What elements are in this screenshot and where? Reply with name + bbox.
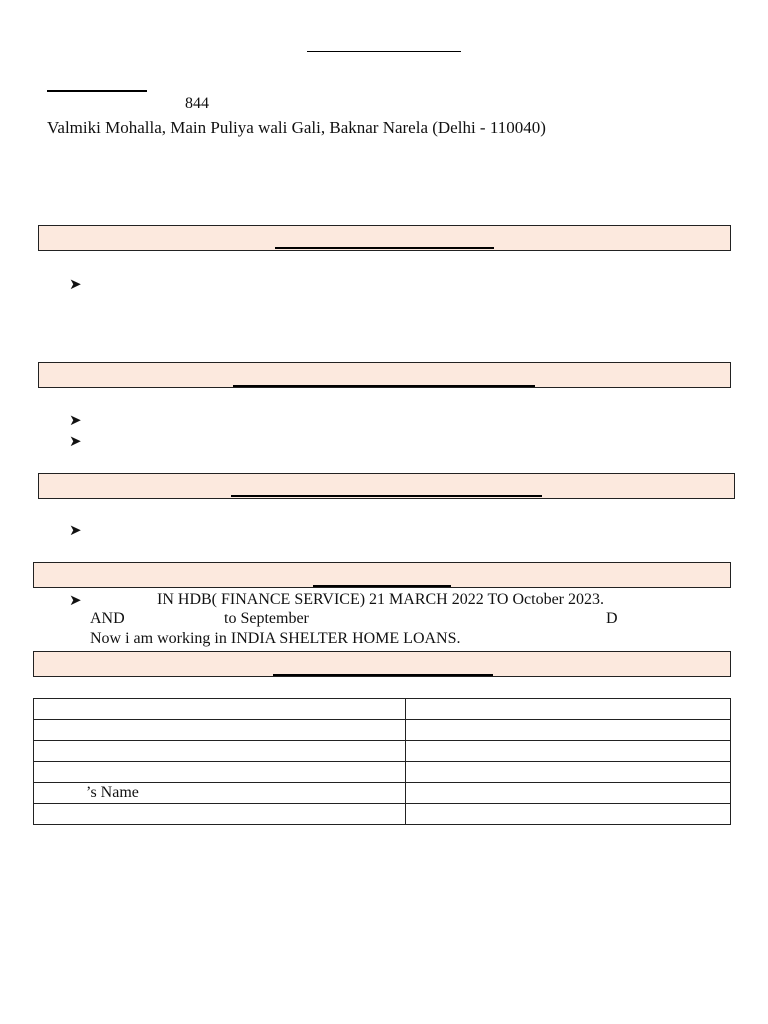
name-underline: [47, 90, 147, 92]
table-row: [34, 741, 731, 762]
table-row: [34, 804, 731, 825]
bullet-arrow-icon: ➤: [69, 413, 82, 429]
address-line: Valmiki Mohalla, Main Puliya wali Gali, Baknar Narela (Delhi - 110040): [47, 118, 546, 137]
section-header-4-underline: [313, 585, 451, 587]
title-underline: [307, 51, 461, 52]
table-cell-label: [34, 804, 406, 825]
section-header-1-underline: [275, 247, 494, 249]
table-cell-label: [34, 699, 406, 720]
personal-details-table: [33, 698, 731, 825]
bullet-arrow-icon: ➤: [69, 593, 82, 609]
bullet-arrow-icon: ➤: [69, 523, 82, 539]
section-header-5-underline: [273, 674, 493, 676]
table-cell-value: [406, 804, 731, 825]
house-number: 844: [185, 95, 209, 112]
table-cell-label: [34, 741, 406, 762]
section-header-5: [33, 651, 731, 677]
section-header-1: [38, 225, 731, 251]
bullet-arrow-icon: ➤: [69, 434, 82, 450]
table-row: [34, 699, 731, 720]
section-header-3-underline: [231, 495, 542, 497]
section-header-2-underline: [233, 385, 535, 387]
table-cell-value: [406, 762, 731, 783]
table-row: [34, 720, 731, 741]
bullet-arrow-icon: ➤: [69, 277, 82, 293]
experience-line-1: IN HDB( FINANCE SERVICE) 21 MARCH 2022 TO October 2023.: [157, 591, 605, 608]
table-cell-label: [34, 720, 406, 741]
section-header-4: [33, 562, 731, 588]
table-cell-value: [406, 720, 731, 741]
table-cell-value: [406, 741, 731, 762]
table-cell-value: [406, 699, 731, 720]
experience-line-2-mid: to September: [224, 610, 309, 627]
section-header-3: [38, 473, 735, 499]
experience-line-2-left: AND: [90, 610, 125, 627]
table-cell-label: ’s Name: [34, 783, 406, 804]
table-row: [34, 762, 731, 783]
section-header-2: [38, 362, 731, 388]
experience-line-2-right: D: [606, 610, 618, 627]
experience-line-3: Now i am working in INDIA SHELTER HOME LOANS.: [90, 630, 461, 647]
table-cell-value: [406, 783, 731, 804]
table-row: [34, 783, 731, 804]
table-cell-label: [34, 762, 406, 783]
